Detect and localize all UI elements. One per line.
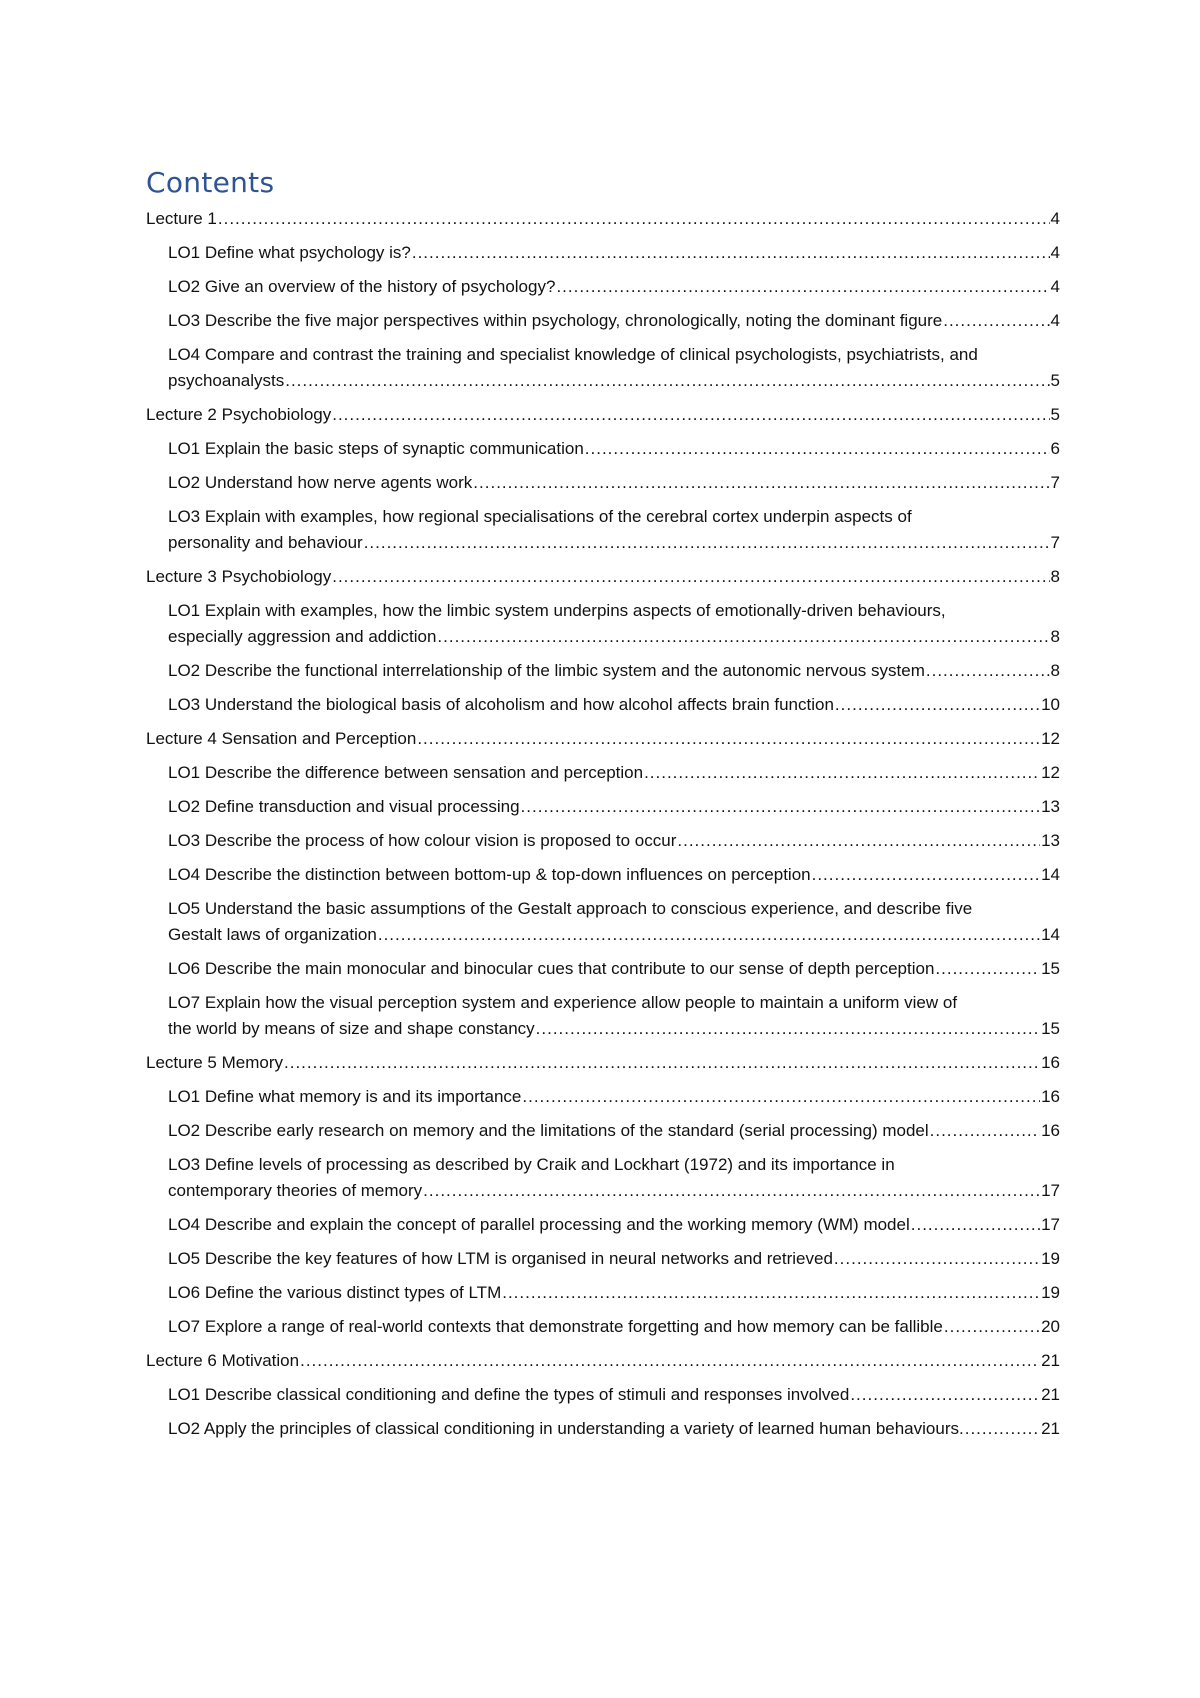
toc-entry-title: LO4 Describe and explain the concept of parallel processing and the working memory (WM) model: [168, 1215, 910, 1234]
toc-entry-title: LO4 Describe the distinction between bottom-up & top-down influences on perception: [168, 865, 811, 884]
toc-entry-title: Gestalt laws of organization: [168, 925, 377, 944]
dot-leader: [218, 206, 1050, 232]
toc-page-number: 4: [1050, 209, 1060, 228]
toc-entry-title: LO2 Give an overview of the history of psychology?: [168, 277, 556, 296]
toc-entry-title: especially aggression and addiction: [168, 627, 437, 646]
contents-heading: Contents: [146, 166, 275, 199]
toc-page-number: 16: [1041, 1087, 1060, 1106]
toc-entry-objective[interactable]: [168, 240, 1060, 266]
toc-entry-title-line: LO4 Compare and contrast the training and specialist knowledge of clinical psychologists, psychiatrists, and: [168, 345, 978, 364]
toc-entry-title: LO1 Explain the basic steps of synaptic communication: [168, 439, 584, 458]
toc-page-number: 14: [1041, 925, 1060, 944]
toc-page-number: 19: [1041, 1249, 1060, 1268]
toc-page-number: 21: [1041, 1419, 1060, 1438]
toc-entry-title: LO6 Define the various distinct types of LTM: [168, 1283, 502, 1302]
toc-page-number: 4: [1050, 277, 1060, 296]
dot-leader: [834, 1246, 1040, 1272]
toc-entry-objective[interactable]: [168, 760, 1060, 786]
toc-page-number: 8: [1050, 567, 1060, 586]
toc-entry-objective[interactable]: [168, 1280, 1060, 1306]
table-of-contents: [146, 206, 1060, 1450]
toc-entry-title: LO1 Define what memory is and its importance: [168, 1087, 522, 1106]
toc-entry-objective[interactable]: [168, 436, 1060, 462]
toc-entry-objective[interactable]: [168, 470, 1060, 496]
toc-entry-title-line: LO3 Define levels of processing as described by Craik and Lockhart (1972) and its importance in: [168, 1155, 895, 1174]
toc-entry-objective[interactable]: [168, 1314, 1060, 1340]
dot-leader: [378, 922, 1040, 948]
dot-leader: [412, 240, 1050, 266]
toc-entry-title: LO1 Describe the difference between sensation and perception: [168, 763, 644, 782]
toc-entry-lecture[interactable]: [146, 206, 1060, 232]
toc-page-number: 19: [1041, 1283, 1060, 1302]
dot-leader: [364, 530, 1050, 556]
toc-entry-objective[interactable]: [168, 1382, 1060, 1408]
dot-leader: [935, 956, 1040, 982]
toc-page-number: 7: [1050, 473, 1060, 492]
toc-page-number: 13: [1041, 797, 1060, 816]
dot-leader: [677, 828, 1040, 854]
toc-entry-title-line: LO1 Explain with examples, how the limbic system underpins aspects of emotionally-driven behaviours,: [168, 601, 946, 620]
dot-leader: [850, 1382, 1040, 1408]
toc-page-number: 15: [1041, 1019, 1060, 1038]
toc-entry-objective[interactable]: [168, 794, 1060, 820]
toc-page-number: 16: [1041, 1053, 1060, 1072]
toc-entry-objective[interactable]: [168, 1212, 1060, 1238]
toc-entry-objective[interactable]: [168, 1246, 1060, 1272]
toc-entry-title: contemporary theories of memory: [168, 1181, 423, 1200]
toc-entry-title: psychoanalysts: [168, 371, 285, 390]
toc-entry-title: LO2 Describe the functional interrelationship of the limbic system and the autonomic nervous system: [168, 661, 925, 680]
toc-entry-objective[interactable]: [168, 956, 1060, 982]
toc-entry-title: Lecture 2 Psychobiology: [146, 405, 332, 424]
dot-leader: [585, 436, 1050, 462]
toc-entry-lecture[interactable]: [146, 1050, 1060, 1076]
toc-entry-title: LO7 Explore a range of real-world contexts that demonstrate forgetting and how memory can be fallible: [168, 1317, 943, 1336]
dot-leader: [835, 692, 1040, 718]
toc-entry-title: LO2 Apply the principles of classical conditioning in understanding a variety of learned human behaviours.: [168, 1419, 964, 1438]
toc-entry-lecture[interactable]: [146, 402, 1060, 428]
toc-page-number: 7: [1050, 533, 1060, 552]
dot-leader: [284, 1050, 1040, 1076]
toc-entry-title: LO3 Understand the biological basis of alcoholism and how alcohol affects brain function: [168, 695, 834, 714]
toc-entry-title: LO5 Describe the key features of how LTM is organised in neural networks and retrieved: [168, 1249, 833, 1268]
toc-entry-title: LO2 Describe early research on memory and the limitations of the standard (serial processing) model: [168, 1121, 929, 1140]
toc-page-number: 5: [1050, 371, 1060, 390]
toc-entry-title: LO2 Define transduction and visual processing: [168, 797, 520, 816]
toc-entry-objective[interactable]: [168, 1118, 1060, 1144]
toc-page-number: 4: [1050, 311, 1060, 330]
dot-leader: [285, 368, 1049, 394]
dot-leader: [812, 862, 1040, 888]
toc-entry-objective[interactable]: [168, 1152, 1060, 1204]
toc-page-number: 10: [1041, 695, 1060, 714]
dot-leader: [473, 470, 1049, 496]
toc-page-number: 15: [1041, 959, 1060, 978]
dot-leader: [522, 1084, 1040, 1110]
dot-leader: [536, 1016, 1040, 1042]
toc-entry-lecture[interactable]: [146, 726, 1060, 752]
toc-entry-title: Lecture 4 Sensation and Perception: [146, 729, 417, 748]
dot-leader: [332, 564, 1049, 590]
toc-page-number: 17: [1041, 1215, 1060, 1234]
toc-page-number: 14: [1041, 865, 1060, 884]
toc-entry-objective[interactable]: [168, 1416, 1060, 1442]
toc-entry-title: LO1 Describe classical conditioning and define the types of stimuli and responses involved: [168, 1385, 850, 1404]
toc-entry-objective[interactable]: [168, 598, 1060, 650]
toc-page-number: 16: [1041, 1121, 1060, 1140]
toc-entry-title: Lecture 6 Motivation: [146, 1351, 300, 1370]
toc-entry-lecture[interactable]: [146, 1348, 1060, 1374]
toc-page-number: 12: [1041, 763, 1060, 782]
toc-entry-title: LO1 Define what psychology is?: [168, 243, 411, 262]
toc-entry-title: the world by means of size and shape constancy: [168, 1019, 535, 1038]
dot-leader: [332, 402, 1049, 428]
toc-entry-title: Lecture 1: [146, 209, 217, 228]
toc-entry-title: LO6 Describe the main monocular and binocular cues that contribute to our sense of depth perception: [168, 959, 935, 978]
toc-entry-objective[interactable]: [168, 896, 1060, 948]
toc-entry-objective[interactable]: [168, 308, 1060, 334]
toc-entry-objective[interactable]: [168, 504, 1060, 556]
toc-entry-title: Lecture 5 Memory: [146, 1053, 283, 1072]
dot-leader: [556, 274, 1049, 300]
dot-leader: [644, 760, 1040, 786]
toc-entry-title: personality and behaviour: [168, 533, 363, 552]
dot-leader: [965, 1416, 1040, 1442]
toc-page-number: 4: [1050, 243, 1060, 262]
dot-leader: [911, 1212, 1040, 1238]
toc-entry-title: Lecture 3 Psychobiology: [146, 567, 332, 586]
toc-entry-objective[interactable]: [168, 692, 1060, 718]
dot-leader: [926, 658, 1050, 684]
toc-entry-title: LO2 Understand how nerve agents work: [168, 473, 473, 492]
dot-leader: [930, 1118, 1040, 1144]
toc-entry-title-line: LO5 Understand the basic assumptions of the Gestalt approach to conscious experience, and describe five: [168, 899, 973, 918]
dot-leader: [521, 794, 1041, 820]
dot-leader: [437, 624, 1049, 650]
toc-page-number: 8: [1050, 661, 1060, 680]
dot-leader: [417, 726, 1040, 752]
toc-page-number: 5: [1050, 405, 1060, 424]
toc-entry-objective[interactable]: [168, 1084, 1060, 1110]
toc-entry-objective[interactable]: [168, 990, 1060, 1042]
toc-page-number: 8: [1050, 627, 1060, 646]
toc-entry-title: LO3 Describe the process of how colour vision is proposed to occur: [168, 831, 677, 850]
dot-leader: [300, 1348, 1040, 1374]
toc-entry-objective[interactable]: [168, 274, 1060, 300]
toc-page-number: 6: [1050, 439, 1060, 458]
toc-page-number: 21: [1041, 1385, 1060, 1404]
toc-entry-objective[interactable]: [168, 658, 1060, 684]
toc-page-number: 21: [1041, 1351, 1060, 1370]
toc-page-number: 17: [1041, 1181, 1060, 1200]
toc-entry-title: LO3 Describe the five major perspectives within psychology, chronologically, noting the dominant figure: [168, 311, 943, 330]
toc-entry-objective[interactable]: [168, 342, 1060, 394]
dot-leader: [423, 1178, 1040, 1204]
toc-page-number: 13: [1041, 831, 1060, 850]
toc-page-number: 20: [1041, 1317, 1060, 1336]
toc-entry-title-line: LO3 Explain with examples, how regional specialisations of the cerebral cortex underpin aspects of: [168, 507, 912, 526]
toc-entry-objective[interactable]: [168, 828, 1060, 854]
toc-entry-objective[interactable]: [168, 862, 1060, 888]
dot-leader: [502, 1280, 1040, 1306]
dot-leader: [943, 308, 1049, 334]
toc-page-number: 12: [1041, 729, 1060, 748]
toc-entry-title-line: LO7 Explain how the visual perception system and experience allow people to maintain a uniform view of: [168, 993, 958, 1012]
toc-entry-lecture[interactable]: [146, 564, 1060, 590]
dot-leader: [944, 1314, 1040, 1340]
